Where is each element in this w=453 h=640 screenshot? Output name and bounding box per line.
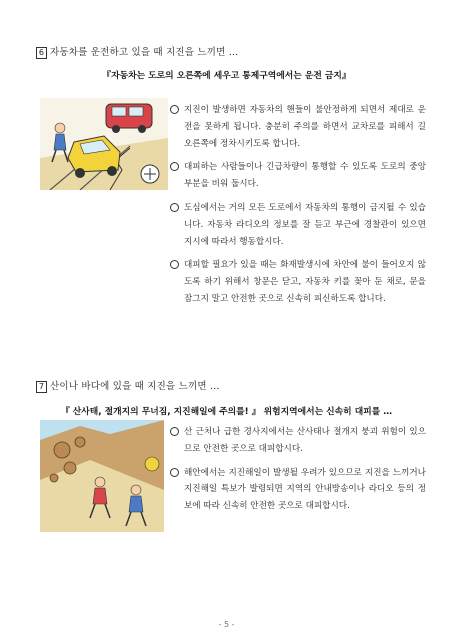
list-item: 해안에서는 지진해일이 발생될 우려가 있으므로 지진을 느끼거나 지진해일 특보가 발령되면 지역의 안내방송이나 라디오 등의 정보에 따라 신속히 안전한 곳으로 대피합시다.: [170, 465, 426, 515]
landslide-illustration: [40, 420, 164, 532]
hollow-circle-bullet-icon: [170, 260, 179, 269]
section-7-title: 산이나 바다에 있을 때 지진을 느끼면 …: [50, 381, 220, 392]
list-item: 도심에서는 거의 모든 도로에서 자동차의 통행이 금지될 수 있습니다. 자동차 라디오의 정보를 잘 듣고 부근에 경찰관이 있으면 지시에 따라서 행동합시다.: [170, 200, 426, 250]
section-6-banner: 『자동차는 도로의 오른쪽에 세우고 통제구역에서는 운전 금지』: [102, 71, 351, 81]
section-6-title: 자동차를 운전하고 있을 때 지진을 느끼면 …: [50, 47, 239, 58]
hollow-circle-bullet-icon: [170, 162, 179, 171]
section-7-banner: 『 산사태, 절개지의 무너짐, 지진해일에 주의를! 』 위험지역에서는 신속히 대피를 …: [60, 407, 393, 417]
list-item: 지진이 발생하면 자동차의 핸들이 불안정하게 되면서 제대로 운전을 못하게 됩니다. 충분히 주의를 하면서 교차로를 피해서 길 오른쪽에 정차시키도록 합니다.: [170, 102, 426, 152]
section-7-bullet-list: [170, 424, 426, 522]
section-6-heading: [36, 44, 238, 59]
car-earthquake-illustration: [40, 98, 168, 190]
section-6-number: 6: [36, 47, 47, 59]
section-6-bullet-list: [170, 102, 426, 315]
hollow-circle-bullet-icon: [170, 105, 179, 114]
hollow-circle-bullet-icon: [170, 468, 179, 477]
list-item: 대피하는 사람들이나 긴급차량이 통행할 수 있도록 도로의 중앙부분을 비워 둡시다.: [170, 159, 426, 193]
list-item: 산 근처나 급한 경사지에서는 산사태나 절개지 붕괴 위험이 있으므로 안전한 곳으로 대피합시다.: [170, 424, 426, 458]
hollow-circle-bullet-icon: [170, 427, 179, 436]
hollow-circle-bullet-icon: [170, 203, 179, 212]
list-item: 대피할 필요가 있을 때는 화재발생시에 차안에 불이 들어오지 않도록 하기 위해서 창문은 닫고, 자동차 키를 꽂아 둔 채로, 문을 잠그지 말고 안전한 곳으로 신속히 피신하도록 합니다.: [170, 257, 426, 307]
page-number: - 5 -: [218, 620, 235, 629]
section-7-number: 7: [36, 381, 47, 393]
section-7-heading: [36, 378, 220, 393]
